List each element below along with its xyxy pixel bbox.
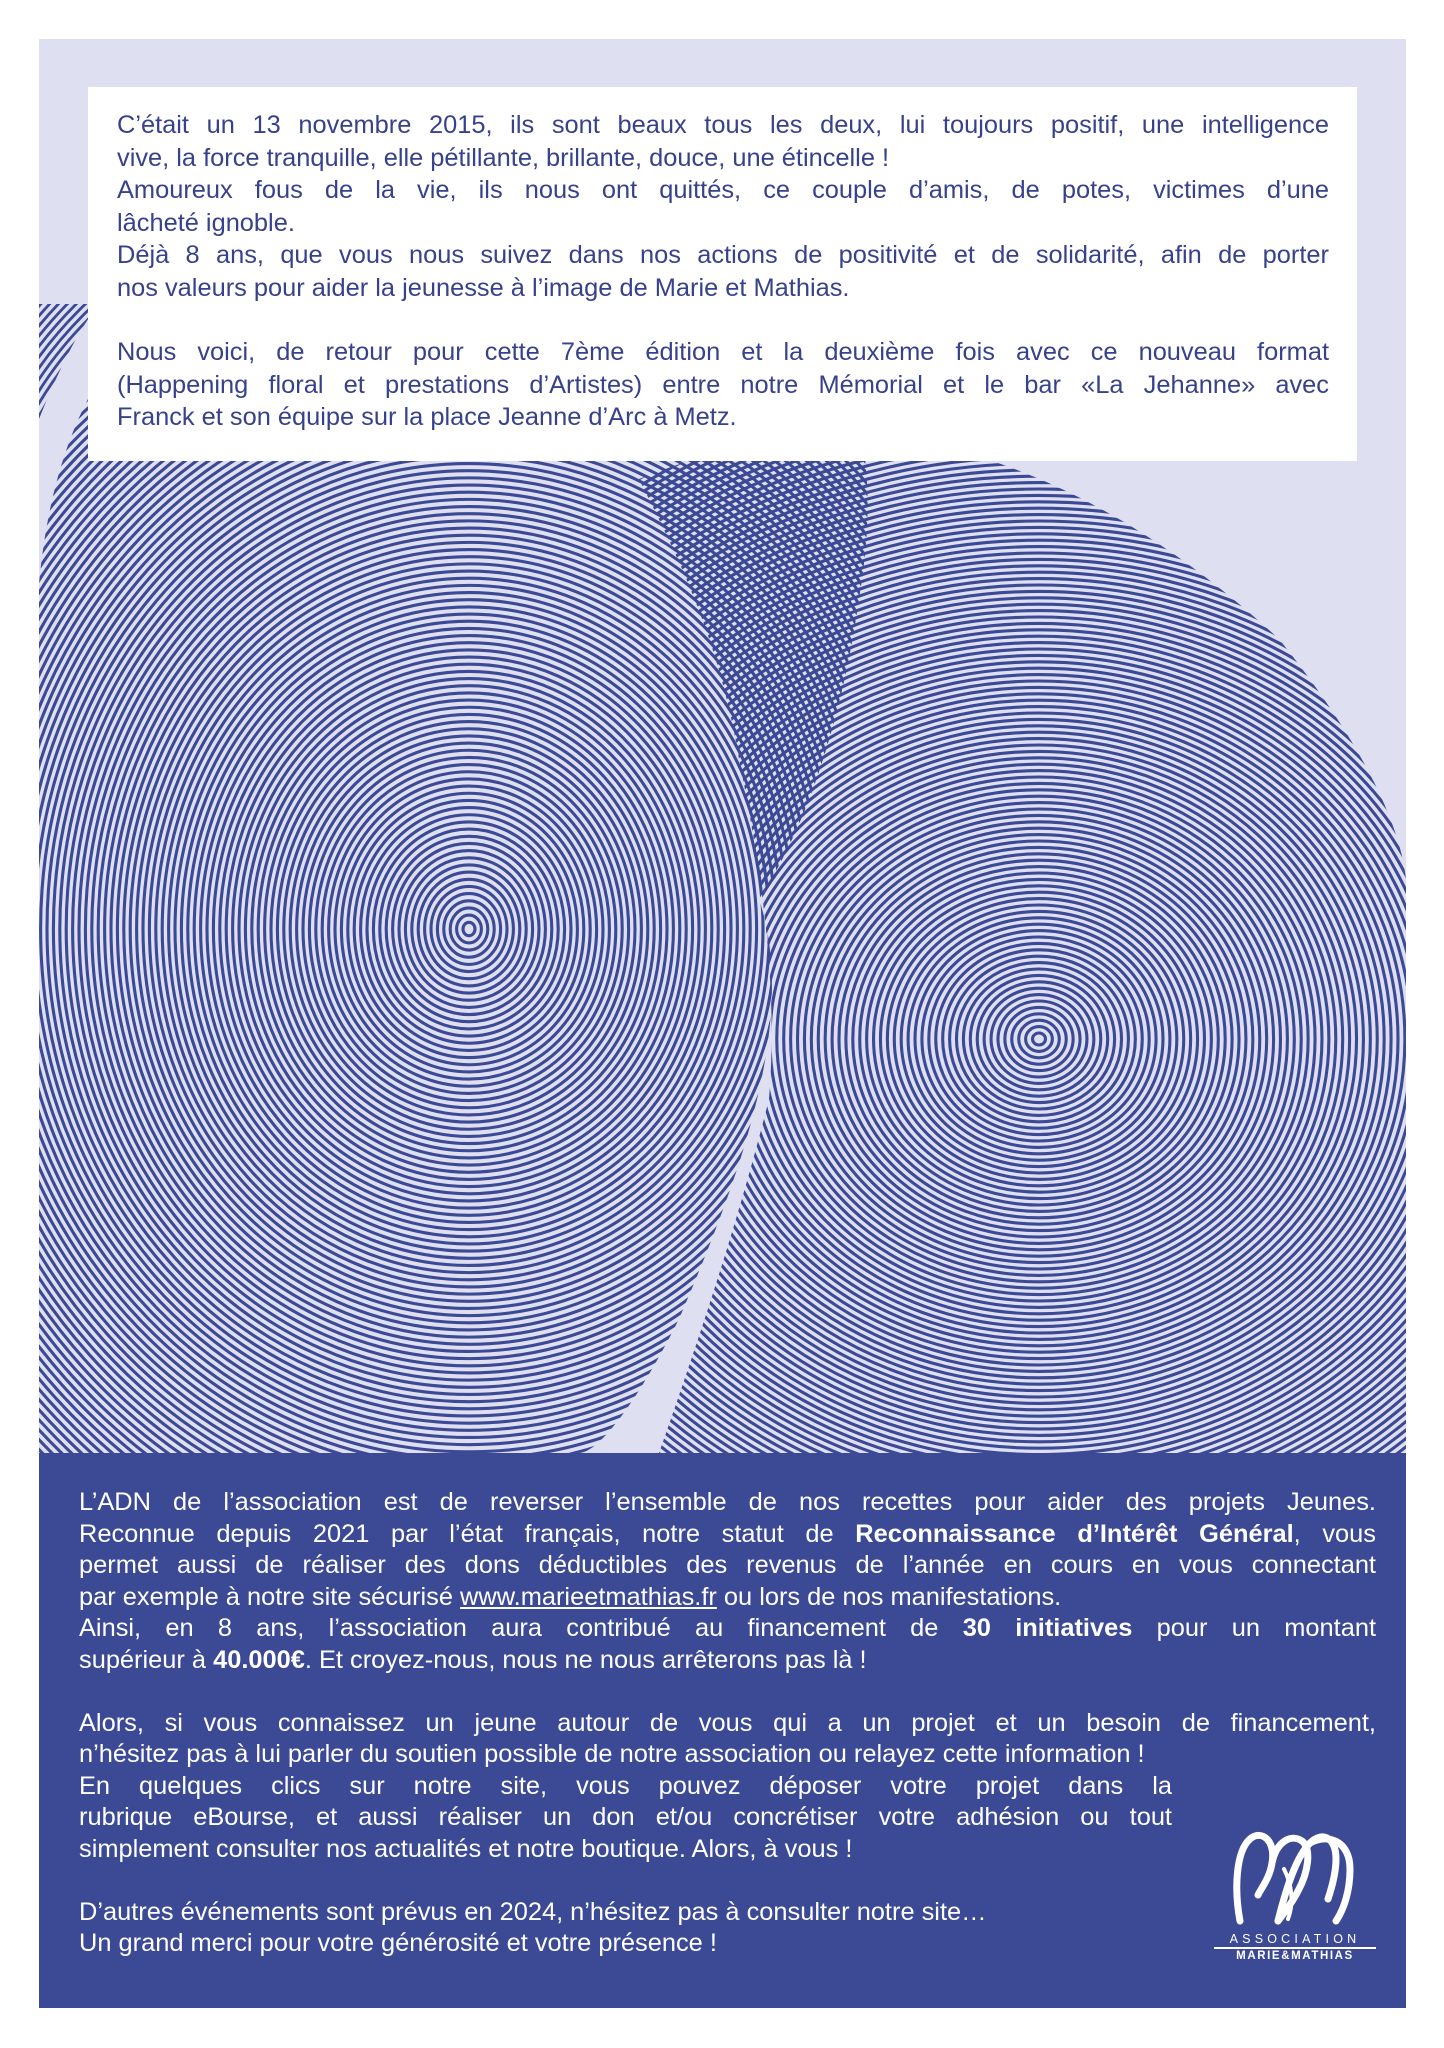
text-line: lâcheté ignoble. — [117, 208, 295, 237]
engraving-line — [220, 650, 718, 1208]
text-line: D’autres événements sont prévus en 2024, n’hésitez pas à consulter notre site… — [79, 1897, 987, 1926]
logo-mm-monogram-icon — [1232, 1829, 1356, 1927]
text-line: Nous voici, de retour pour cette 7ème édition et la deuxième fois avec ce nouveau format — [117, 338, 1329, 366]
engraving-line — [1033, 1033, 1046, 1045]
text-line: par exemple à notre site sécurisé www.marieetmathias.fr ou lors de nos manifestations. — [79, 1582, 1062, 1611]
engraving-line — [728, 751, 1349, 1326]
engraving-line — [393, 843, 546, 1014]
engraving-line — [290, 729, 648, 1130]
text-line: C’était un 13 novembre 2015, ils sont beaux tous les deux, lui toujours positif, une intelligence — [117, 111, 1329, 139]
text-line: (Happening floral et prestations d’Artistes) entre notre Mémorial et le bar «La Jehanne» avec — [117, 370, 1329, 399]
info-paragraph-projects — [79, 1708, 1376, 1866]
engraving-line — [756, 777, 1322, 1301]
engraving-line — [181, 607, 756, 1251]
engraving-line — [437, 894, 500, 965]
text-line: supérieur à 40.000€. Et croyez-nous, nous ne nous arrêterons pas là ! — [79, 1645, 867, 1674]
engraving-line — [92, 507, 846, 1352]
text-line: En quelques clics sur notre site, vous pouvez déposer votre projet dans la — [79, 1771, 1172, 1800]
logo-divider — [1214, 1947, 1376, 1949]
engraving-line — [839, 854, 1239, 1224]
engraving-line — [708, 732, 1371, 1346]
engraving-line — [1026, 1027, 1053, 1052]
engraving-line — [846, 860, 1232, 1218]
engraving-line — [818, 835, 1260, 1244]
engraving-line — [894, 905, 1183, 1173]
engraving-line — [399, 851, 539, 1008]
engraving-line — [284, 722, 654, 1137]
text-line: Alors, si vous connaissez un jeune autour de vous qui a un projet et un besoin de financement, — [79, 1708, 1376, 1737]
engraving-line — [418, 872, 520, 986]
association-logo — [1210, 1829, 1380, 1962]
engraving-line — [412, 865, 526, 993]
engraving-line — [265, 700, 674, 1158]
text-line: Un grand merci pour votre générosité et votre présence ! — [79, 1929, 717, 1958]
text-line: permet aussi de réaliser des dons déductibles des revenus de l’année en cours en vous connectant — [79, 1551, 1376, 1580]
engraving-line — [749, 771, 1329, 1308]
engraving-line — [156, 578, 782, 1280]
engraving-line — [354, 800, 584, 1057]
text-line: Déjà 8 ans, que vous nous suivez dans nos actions de positivité et de solidarité, afin de porter — [117, 241, 1329, 269]
intro-paragraph-tribute — [117, 109, 1329, 304]
text-line: Amoureux fous de la vie, ils nous ont quittés, ce couple d’amis, de potes, victimes d’une — [117, 176, 1329, 204]
amount-highlight: 40.000€ — [213, 1645, 305, 1674]
website-link[interactable]: www.marieetmathias.fr — [460, 1582, 717, 1611]
status-highlight: Reconnaissance d’Intérêt Général — [855, 1519, 1294, 1548]
engraving-line — [825, 841, 1253, 1237]
engraving-line — [117, 535, 820, 1323]
engraving-line — [1005, 1007, 1073, 1070]
info-paragraph-funding — [79, 1487, 1376, 1677]
engraving-line — [770, 790, 1308, 1288]
text-line: rubrique eBourse, et aussi réaliser un don et/ou concrétiser votre adhésion ou tout — [79, 1803, 1172, 1832]
engraving-line — [887, 899, 1190, 1180]
engraving-line — [162, 585, 776, 1272]
text-line: Reconnue depuis 2021 par l’état français, notre statut de Reconnaissance d’Intérêt Général, vous — [79, 1519, 1376, 1548]
engraving-line — [226, 657, 712, 1201]
engraving-line — [777, 796, 1301, 1282]
text-line: Ainsi, en 8 ans, l’association aura contribué au financement de 30 initiatives pour un montant — [79, 1614, 1377, 1643]
logo-wordmark-name: MARIE&MATHIAS — [1236, 1950, 1354, 1962]
text-line: Franck et son équipe sur la place Jeanne d’Arc à Metz. — [117, 403, 737, 431]
info-paragraph-thanks — [79, 1897, 1376, 1960]
initiatives-highlight: 30 initiatives — [962, 1614, 1133, 1643]
engraving-line — [373, 822, 564, 1036]
engraving-line — [908, 918, 1170, 1160]
engraving-line — [457, 915, 482, 943]
engraving-line — [701, 726, 1378, 1352]
engraving-line — [680, 707, 1398, 1372]
engraving-line — [963, 969, 1114, 1109]
engraving-line — [348, 793, 590, 1064]
engraving-line — [143, 564, 795, 1294]
engraving-line — [463, 922, 475, 935]
text-line: simplement consulter nos actualités et notre boutique. Alors, à vous ! — [79, 1834, 853, 1863]
engraving-line — [201, 628, 738, 1229]
engraving-line — [977, 982, 1101, 1096]
engraving-line — [867, 879, 1212, 1198]
engraving-line — [309, 750, 628, 1108]
engraving-line — [245, 679, 692, 1180]
engraving-line — [137, 557, 802, 1302]
engraving-line — [984, 988, 1094, 1090]
text-line: nos valeurs pour aider la jeunesse à l’image de Marie et Mathias. — [117, 273, 850, 302]
engraving-line — [936, 943, 1142, 1134]
poster-sheet — [39, 39, 1406, 2008]
association-info-panel — [39, 1453, 1406, 2008]
text-line: L’ADN de l’association est de reverser l’ensemble de nos recettes pour aider des projets Jeunes. — [79, 1488, 1376, 1516]
intro-paragraph-edition — [117, 336, 1329, 434]
engraving-line — [271, 707, 667, 1151]
engraving-line — [798, 815, 1281, 1262]
text-line: n’hésitez pas à lui parler du soutien possible de notre association ou relayez cette information ! — [79, 1740, 1145, 1769]
logo-wordmark-association: ASSOCIATION — [1229, 1932, 1361, 1946]
engraving-line — [335, 779, 603, 1079]
engraving-line — [915, 924, 1163, 1154]
engraving-line — [207, 636, 731, 1223]
intro-text-box — [88, 87, 1357, 461]
text-line: vive, la force tranquille, elle pétillante, brillante, douce, une étincelle ! — [117, 143, 890, 172]
engraving-line — [329, 772, 610, 1086]
engraving-line — [956, 963, 1121, 1116]
